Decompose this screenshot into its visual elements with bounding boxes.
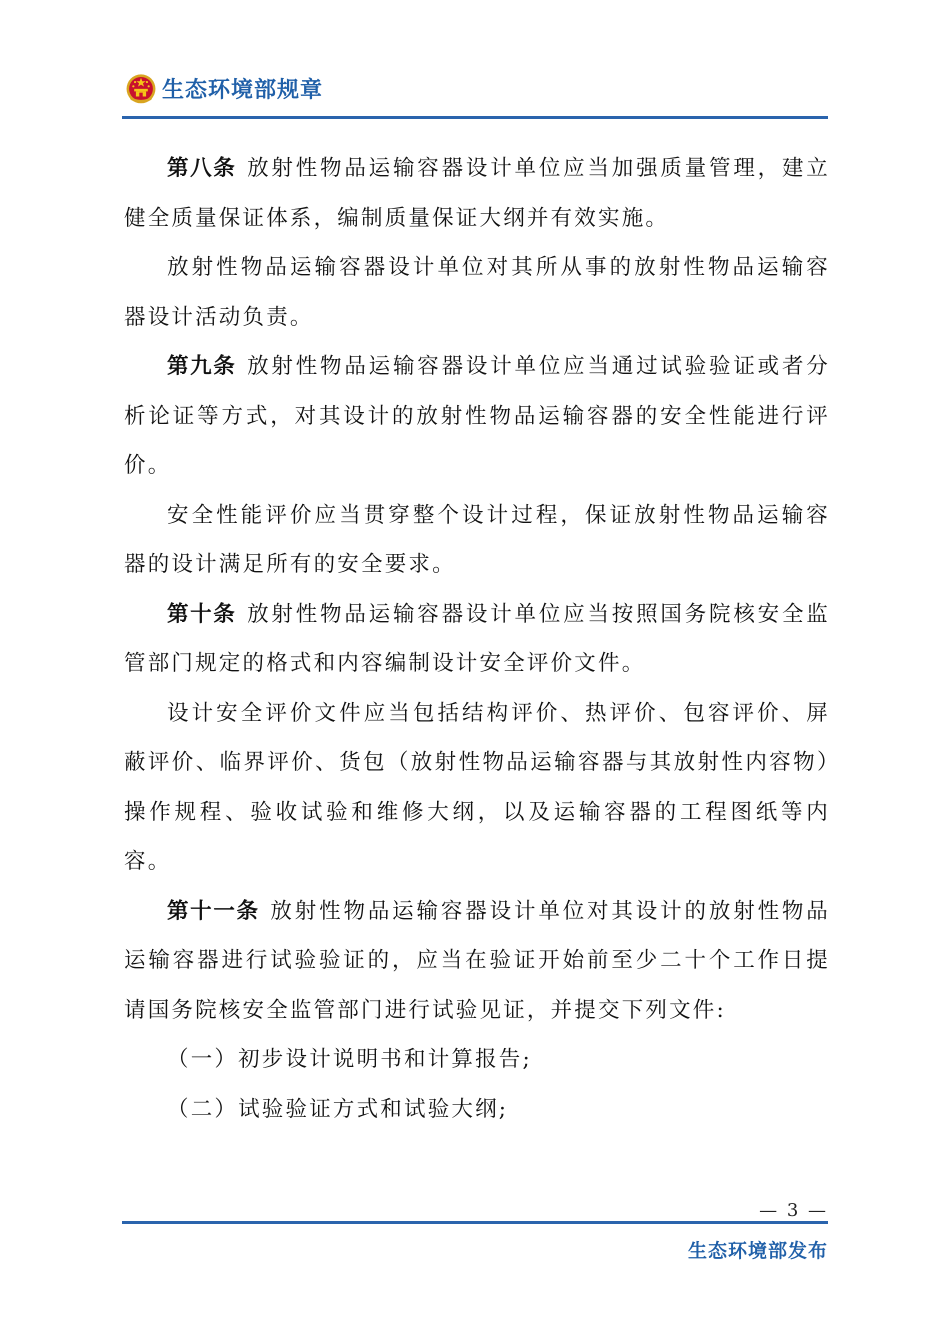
article-number: 第十条: [167, 601, 237, 627]
page-number: — 3 —: [759, 1200, 828, 1221]
header-title: 生态环境部规章: [162, 77, 324, 103]
paragraph-text: （一）初步设计说明书和计算报告;: [167, 1047, 532, 1072]
paragraph-text: 放射性物品运输容器设计单位对其设计的放射性物品运输容器进行试验验证的，应当在验证开始前至少二十个工作日提请国务院核安全监管部门进行试验见证，并提交下列文件:: [124, 898, 830, 1023]
paragraph: [124, 590, 830, 689]
paragraph-text: 放射性物品运输容器设计单位应当按照国务院核安全监管部门规定的格式和内容编制设计安全评价文件。: [124, 601, 830, 676]
document-body: [124, 144, 830, 1134]
paragraph: [124, 1035, 830, 1085]
paragraph: [124, 1085, 830, 1135]
article-number: 第九条: [167, 354, 237, 379]
paragraph: [124, 887, 830, 1036]
page-header: [124, 64, 323, 112]
paragraph-text: 放射性物品运输容器设计单位应当加强质量管理，建立健全质量保证体系，编制质量保证大纲并有效实施。: [124, 156, 830, 231]
paragraph-text: 放射性物品运输容器设计单位应当通过试验验证或者分析论证等方式，对其设计的放射性物品运输容器的安全性能进行评价。: [124, 354, 830, 478]
paragraph-text: 放射性物品运输容器设计单位对其所从事的放射性物品运输容器设计活动负责。: [124, 255, 830, 330]
article-number: 第十一条: [167, 898, 260, 924]
paragraph-text: 安全性能评价应当贯穿整个设计过程，保证放射性物品运输容器的设计满足所有的安全要求。: [124, 502, 830, 577]
paragraph-text: 设计安全评价文件应当包括结构评价、热评价、包容评价、屏蔽评价、临界评价、货包（放射性物品运输容器与其放射性内容物）操作规程、验收试验和维修大纲，以及运输容器的工程图纸等内容。: [124, 700, 830, 874]
article-number: 第八条: [167, 156, 237, 181]
national-emblem-icon: [124, 71, 158, 105]
header-divider: [122, 116, 828, 119]
paragraph: [124, 144, 830, 243]
paragraph: [124, 689, 830, 887]
footer-publisher: 生态环境部发布: [687, 1240, 828, 1262]
paragraph: [124, 491, 830, 590]
paragraph: [124, 342, 830, 491]
footer-divider: [122, 1221, 828, 1224]
paragraph: [124, 243, 830, 342]
paragraph-text: （二）试验验证方式和试验大纲;: [167, 1096, 509, 1122]
